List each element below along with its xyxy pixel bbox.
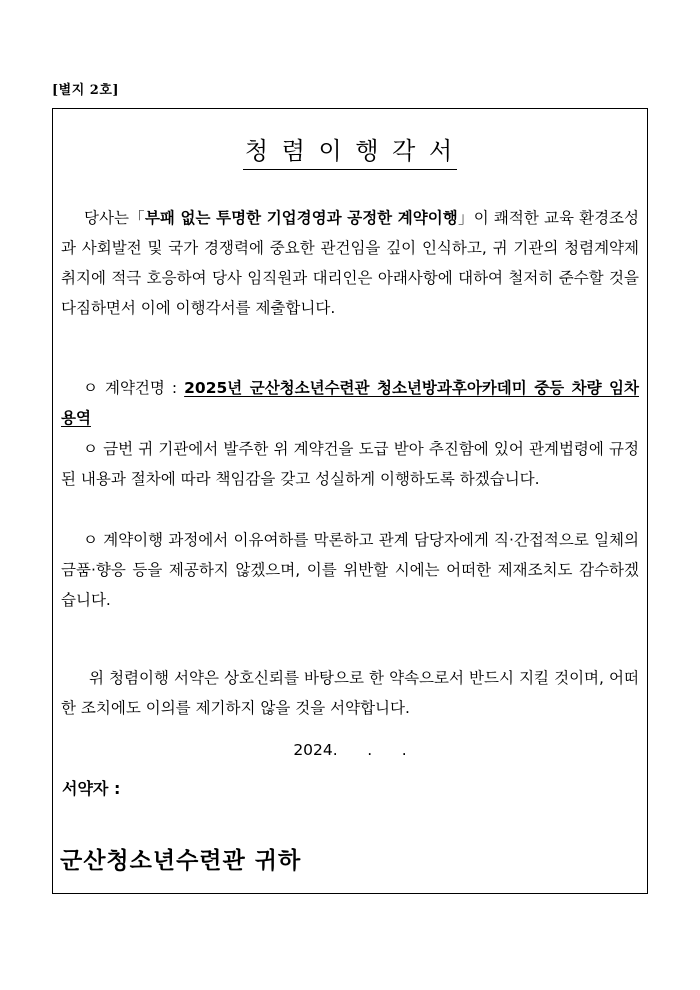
signer-label: 서약자 : xyxy=(62,779,121,798)
intro-pre: 당사는「 xyxy=(84,209,145,227)
project-label: ㅇ 계약건명 : xyxy=(83,379,185,397)
intro-bold-phrase: 부패 없는 투명한 기업경영과 공정한 계약이행 xyxy=(144,209,458,227)
pledge-date: 2024. . . xyxy=(293,741,407,759)
pledge-document xyxy=(52,108,648,894)
pledge-item-1: ㅇ 금번 귀 기관에서 발주한 위 계약건을 도급 받아 추진함에 있어 관계법령에 규정된 내용과 절차에 따라 책임감을 갖고 성실하게 이행하도록 하겠습니다. xyxy=(61,440,639,488)
form-number: [별지 2호] xyxy=(52,83,120,98)
oath-paragraph: 위 청렴이행 서약은 상호신뢰를 바탕으로 한 약속으로서 반드시 지킬 것이며, 어떠한 조치에도 이의를 제기하지 않을 것을 서약합니다. xyxy=(61,669,639,717)
pledge-item-2: ㅇ 계약이행 과정에서 이유여하를 막론하고 관계 담당자에게 직·간접적으로 일체의 금품·향응 등을 제공하지 않겠으며, 이를 위반할 시에는 어떠한 제재조치도 감수하겠습니다. xyxy=(61,531,639,609)
project-line xyxy=(61,373,639,433)
document-title: 청 렴 이 행 각 서 xyxy=(243,131,457,170)
title-wrap xyxy=(53,131,647,170)
intro-paragraph xyxy=(61,203,639,323)
intro-post: 」이 쾌적한 교육 환경조성과 사회발전 및 국가 경쟁력에 중요한 관건임을 깊이 인식하고, 귀 기관의 청렴계약제 취지에 적극 호응하여 당사 임직원과 대리인은 아래사항에 대하여 철저히 준수할 것을 다짐하면서 이에 이행각서를 제출합니다. xyxy=(61,209,639,317)
project-name: 2025년 군산청소년수련관 청소년방과후아카데미 중등 차량 임차 용역 xyxy=(61,379,639,427)
recipient: 군산청소년수련관 귀하 xyxy=(60,848,302,874)
